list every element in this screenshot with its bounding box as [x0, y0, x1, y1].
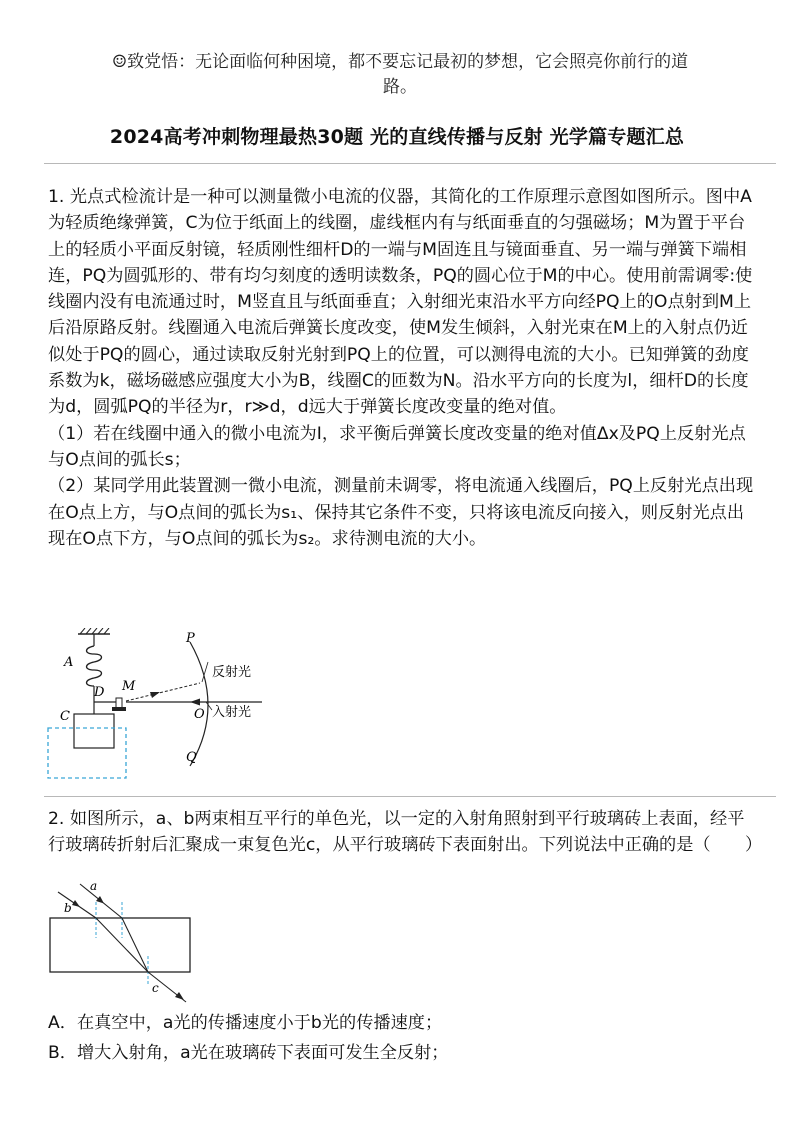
label-O: O [194, 707, 205, 722]
label-D: D [94, 685, 105, 700]
question-1-part-1: （1）若在线圈中通入的微小电流为I，求平衡后弹簧长度改变量的绝对值Δx及PQ上反射光点与O点间的弧长s； [48, 423, 746, 470]
label-a: a [90, 879, 98, 893]
question-1 [48, 184, 754, 552]
label-reflected-light: 反射光 [212, 665, 252, 680]
divider [44, 796, 776, 797]
label-c: c [152, 981, 159, 995]
label-A: A [64, 655, 74, 670]
motto-line-1: ☺致党悟：无论面临何种困境，都不要忘记最初的梦想，它会照亮你前行的道 [111, 52, 689, 72]
label-b: b [64, 901, 72, 915]
question-2 [48, 806, 763, 859]
label-P: P [186, 631, 195, 646]
motto-line-2: 路。 [383, 77, 417, 97]
figure-1-galvanometer [40, 628, 270, 784]
option-A: A．在真空中，a光的传播速度小于b光的传播速度； [48, 1013, 443, 1033]
divider [44, 163, 776, 164]
label-Q: Q [186, 750, 197, 765]
question-1-intro: 1. 光点式检流计是一种可以测量微小电流的仪器，其简化的工作原理示意图如图所示。图中A为轻质绝缘弹簧，C为位于纸面上的线圈，虚线框内有与纸面垂直的匀强磁场；M为置于平台上的轻质小平面反射镜，轻质刚性细杆D的一端与M固连且与镜面垂直、另一端与弹簧下端相连，PQ为圆弧形的、带有均匀刻度的透明读数条，PQ的圆心位于M的中心。使用前需调零:使线圈内没有电流通过时，M竖直且与纸面垂直；入射细光束沿水平方向经PQ上的O点射到M上后沿原路反射。线圈通入电流后弹簧长度改变，使M发生倾斜，入射光束在M上的入射点仍近似处于PQ的圆心，通过读取反射光射到PQ上的位置，可以测得电流的大小。已知弹簧的劲度系数为k，磁场磁感应强度大小为B，线圈C的匝数为N。沿水平方向的长度为l，细杆D的长度为d，圆弧PQ的半径为r，r≫d，d远大于弹簧长度改变量的绝对值。 [48, 187, 753, 418]
label-incident-light: 入射光 [212, 705, 252, 720]
question-2-stem: 2. 如图所示，a、b两束相互平行的单色光，以一定的入射角照射到平行玻璃砖上表面，经平行玻璃砖折射后汇聚成一束复色光c，从平行玻璃砖下表面射出。下列说法中正确的是（ ） [48, 809, 763, 856]
motto [60, 50, 740, 100]
question-1-part-2: （2）某同学用此装置测一微小电流，测量前未调零，将电流通入线圈后，PQ上反射光点出现在O点上方，与O点间的弧长为s₁、保持其它条件不变，只将该电流反向接入，则反射光点出现在O点下方，与O点间的弧长为s₂。求待测电流的大小。 [48, 476, 754, 549]
label-C: C [60, 709, 70, 724]
page-title: 2024高考冲刺物理最热30题 光的直线传播与反射 光学篇专题汇总 [109, 126, 685, 148]
option-B: B．增大入射角，a光在玻璃砖下表面可发生全反射； [48, 1043, 449, 1063]
figure-2-glass-slab [44, 878, 204, 1006]
label-M: M [122, 679, 136, 694]
